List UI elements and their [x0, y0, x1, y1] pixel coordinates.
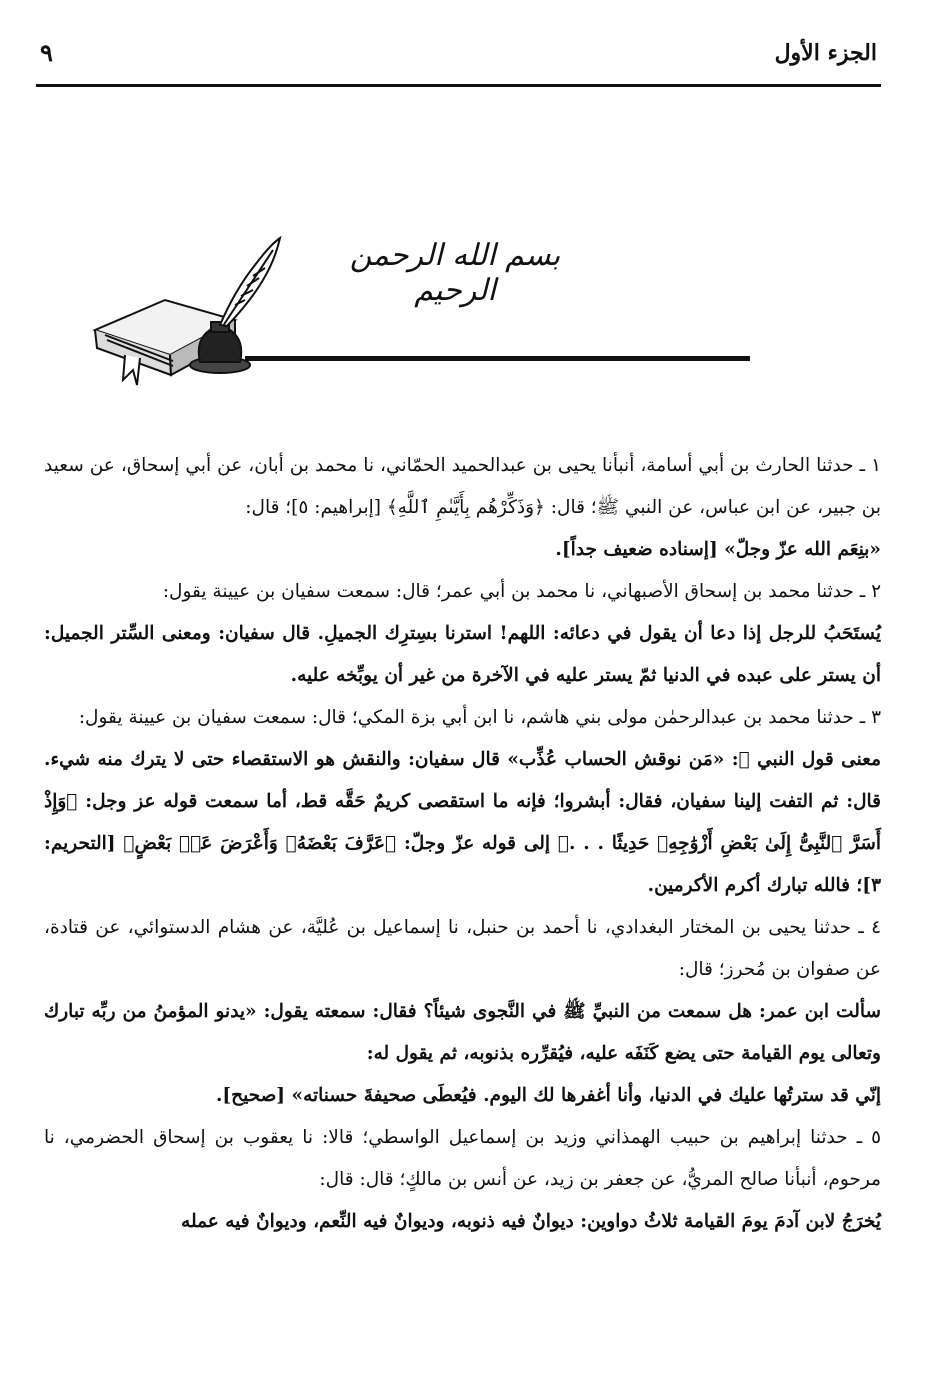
paragraph-9: إنّي قد سترتُها عليك في الدنيا، وأنا أغفرها لك اليوم. فيُعطَى صحيفةَ حسناته» [صحيح]. [215, 1085, 881, 1106]
page-header [36, 30, 881, 87]
quill-icon [220, 238, 280, 326]
hadith-text [44, 445, 881, 1243]
paragraph-8: سألت ابن عمر: هل سمعت من النبيِّ ﷺ في النَّجوى شيئاً؟ فقال: سمعته يقول: «يدنو المؤمنُ من ربِّه تبارك وتعالى يوم القيامة حتى يضع كَنَفَه عليه، فيُقرِّره بذنوبه، ثم يقول له: [44, 1001, 881, 1064]
paragraph-10: ٥ ـ حدثنا إبراهيم بن حبيب الهمذاني وزيد بن إسماعيل الواسطي؛ قالا: نا يعقوب بن إسحاق الحضرمي، نا مرحوم، أنبأنا صالح المريُّ، عن جعفر بن زيد، عن أنس بن مالكٍ؛ قال: قال: [44, 1127, 881, 1190]
paragraph-6: معنى قول النبي ﷺ: «مَن نوقش الحساب عُذِّب» قال سفيان: والنقش هو الاستقصاء حتى لا يترك منه شيء. قال: ثم التفت إلينا سفيان، فقال: أبشروا؛ فإنه ما استقصى كريمٌ حَقَّه قط، أما سمعت قوله عز وجل: ﴿وَإِذْ أَسَرَّ ٱلنَّبِىُّ إِلَىٰ بَعْضِ أَزْوَٰجِهِۦ حَدِيثًا . . .﴾ إلى قوله عزّ وجلّ: ﴿عَرَّفَ بَعْضَهُۥ وَأَعْرَضَ عَنۢ بَعْضٍ﴾ [التحريم: ٣]؛ فالله تبارك أكرم الأكرمين. [44, 749, 881, 896]
paragraph-1: ١ ـ حدثنا الحارث بن أبي أسامة، أنبأنا يحيى بن عبدالحميد الحمّاني، نا محمد بن أبان، عن أبي إسحاق، عن سعيد بن جبير، عن ابن عباس، عن النبي ﷺ؛ قال: ﴿وَذَكِّرْهُم بِأَيَّىٰمِ ٱللَّهِ﴾ [إبراهيم: ٥]؛ قال: [44, 455, 881, 518]
volume-title: الجزء الأول [774, 40, 877, 66]
paragraph-11: يُخرَجُ لابن آدمَ يومَ القيامة ثلاثُ دواوين: ديوانٌ فيه ذنوبه، وديوانٌ فيه النِّعم، وديوانٌ فيه عمله [181, 1211, 881, 1232]
paragraph-7: ٤ ـ حدثنا يحيى بن المختار البغدادي، نا أحمد بن حنبل، نا إسماعيل بن عُليَّة، عن هشام الدستوائي، عن قتادة، عن صفوان بن مُحرز؛ قال: [44, 917, 881, 980]
paragraph-5: ٣ ـ حدثنا محمد بن عبدالرحمٰن مولى بني هاشم، نا ابن أبي بزة المكي؛ قال: سمعت سفيان بن عيينة يقول: [78, 707, 881, 728]
paragraph-4: يُستَحَبُ للرجل إذا دعا أن يقول في دعائه: اللهم! استرنا بسِترِك الجميلِ. قال سفيان: ومعنى السِّتر الجميل: أن يستر على عبده في الدنيا ثمّ يستر عليه في الآخرة من غير أن يوبِّخه عليه. [44, 623, 881, 686]
ornament-rule [245, 356, 750, 361]
paragraph-3: ٢ ـ حدثنا محمد بن إسحاق الأصبهاني، نا محمد بن أبي عمر؛ قال: سمعت سفيان بن عيينة يقول: [162, 581, 881, 602]
basmala: بسم الله الرحمن الرحيم [349, 238, 561, 308]
paragraph-2: «بنِعَم الله عزّ وجلّ» [إسناده ضعيف جداً]. [555, 539, 881, 560]
page-number: ٩ [40, 38, 53, 67]
